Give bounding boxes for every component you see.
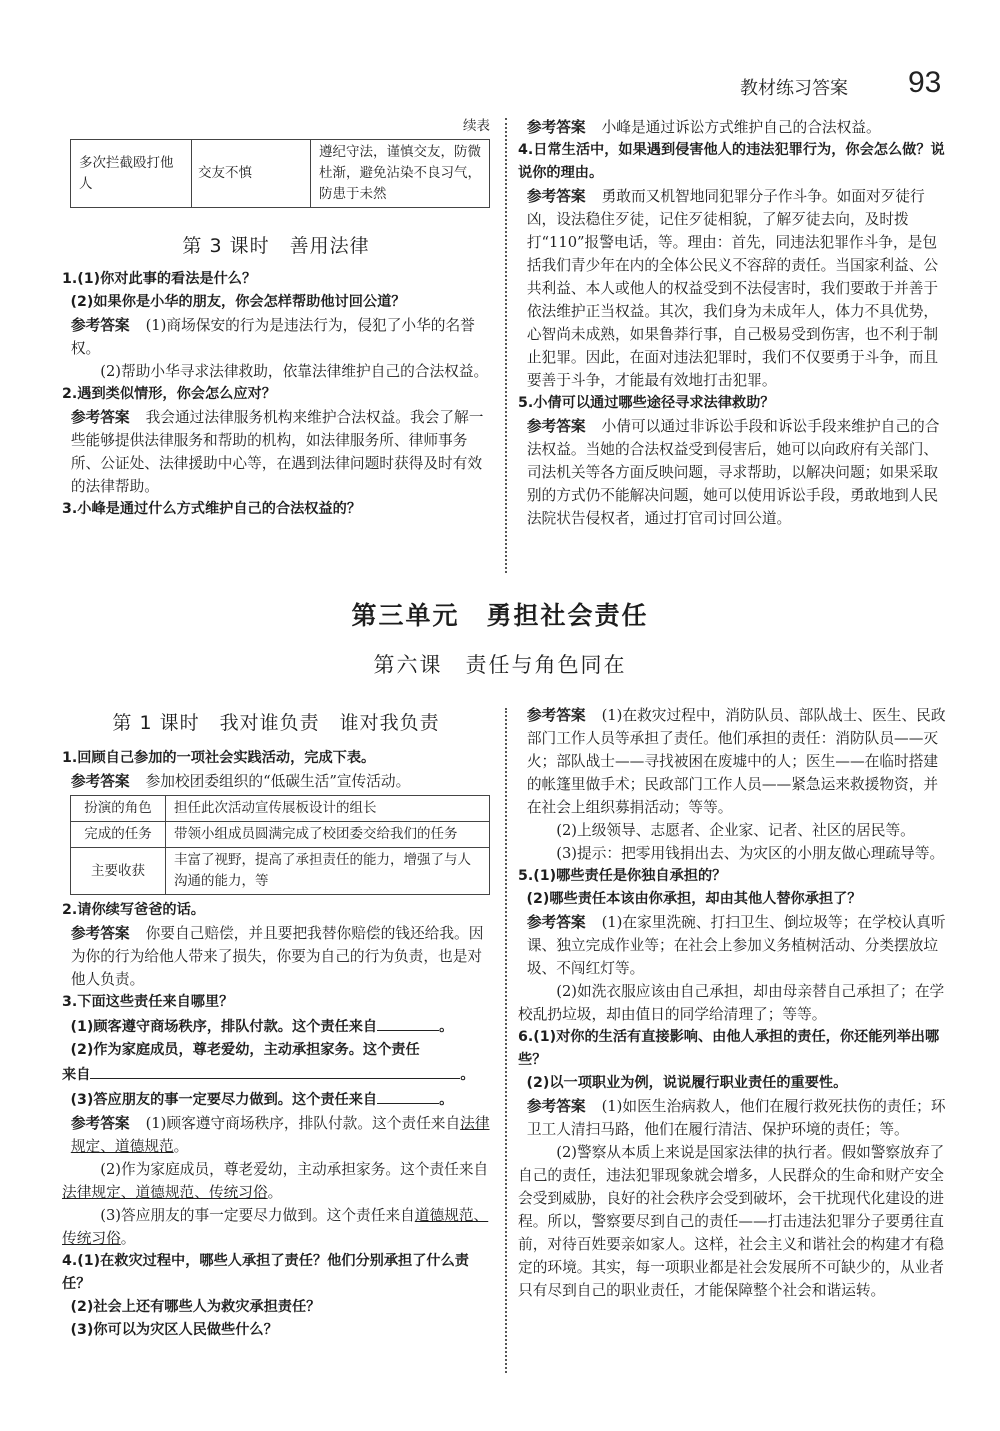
table-cell: 扮演的角色 [71, 796, 166, 822]
table-row [71, 848, 490, 895]
question-3: 3.下面这些责任来自哪里？ [62, 994, 234, 1010]
question-5a: 5.(1)哪些责任是你独自承担的？ [518, 868, 727, 884]
column-divider-bottom [505, 708, 507, 1373]
answer-1: 参考答案 参加校团委组织的“低碳生活”宣传活动。 [70, 773, 411, 790]
chapter-title: 第六课 责任与角色同在 [373, 653, 627, 677]
lesson1-title: 第 1 课时 我对谁负责 谁对我负责 [112, 712, 440, 734]
header-title: 教材练习答案 [740, 78, 848, 99]
answer-2: 参考答案 我会通过法律服务机构来维护合法权益。我会了解一些能够提供法律服务和帮助的机构，如法律服务所、律师事务所、公证处、法律援助中心等，在遇到法律问题时获得及时有效的法律帮助。 [70, 409, 484, 495]
activity-table [70, 795, 490, 895]
answer-5a: 参考答案 (1)在家里洗碗、打扫卫生、倒垃圾等；在学校认真听课、独立完成作业等；在社会上参加义务植树活动、分类摆放垃圾、不闯红灯等。 [526, 914, 946, 977]
answer-5: 参考答案 小倩可以通过非诉讼手段和诉讼手段来维护自己的合法权益。当她的合法权益受到侵害后，她可以向政府有关部门、司法机关等各方面反映问题，寻求帮助，以解决问题；如果采取别的方式仍不能解决问题，她可以使用诉讼手段，勇敢地到人民法院状告侵权者，通过打官司讨回公道。 [526, 418, 940, 527]
table-row [71, 822, 490, 848]
question-4c: (3)你可以为灾区人民做些什么？ [70, 1322, 278, 1338]
table-cell: 多次拦截殴打他人 [71, 140, 192, 208]
answer-4a: 参考答案 (1)在救灾过程中，消防队员、部队战士、医生、民政部门工作人员等承担了责任。他们承担的责任：消防队员——灭火；部队战士——寻找被困在废墟中的人；医生——在临时搭建的帐篷里做手术；民政部门工作人员——紧急运来救援物资，并在社会上组织募捐活动；等等。 [526, 707, 946, 816]
answer-label: 参考答案 [70, 317, 130, 334]
question-5: 5.小倩可以通过哪些途径寻求法律救助？ [518, 395, 775, 411]
question-6b: (2)以一项职业为例，说说履行职业责任的重要性。 [526, 1075, 848, 1091]
bottom-left-column [62, 712, 490, 1342]
answer-5b: (2)如洗衣服应该由自己承担，却由母亲替自己承担了；在学校乱扔垃圾，却由值日的同学给清理了；等等。 [518, 983, 945, 1023]
page-number: 93 [908, 66, 942, 99]
answer-4c: (3)提示：把零用钱捐出去、为灾区的小朋友做心理疏导等。 [556, 845, 945, 862]
answer-4b: (2)上级领导、志愿者、企业家、记者、社区的居民等。 [556, 822, 915, 839]
table-row [71, 140, 490, 208]
column-divider-top [505, 118, 507, 573]
question-5b: (2)哪些责任本该由你承担，却由其他人替你承担了？ [526, 891, 862, 907]
question-2: 2.遇到类似情形，你会怎么应对？ [62, 386, 276, 402]
answer-label: 参考答案 [70, 1115, 130, 1132]
question-4: 4.日常生活中，如果遇到侵害他人的违法犯罪行为，你会怎么做？说说你的理由。 [518, 142, 945, 181]
question-1b: (2)如果你是小华的朋友，你会怎样帮助他讨回公道？ [70, 294, 406, 310]
answer-label: 参考答案 [526, 119, 586, 136]
answer-6b: (2)警察从本质上来说是国家法律的执行者。假如警察放弃了自己的责任，违法犯罪现象就会增多，人民群众的生命和财产安全会受到威胁，良好的社会秩序会受到破坏，会干扰现代化建设的进程。所以，警察要尽到自己的责任——打击违法犯罪分子要勇往直前，对待百姓要亲如家人。这样，社会主义和谐社会的构建才有稳定的环境。其实，每一项职业都是社会发展所不可缺少的，从业者只有尽到自己的职业责任，才能保障整个社会和谐运转。 [518, 1144, 945, 1299]
answer-6a: 参考答案 (1)如医生治病救人，他们在履行救死扶伤的责任；环卫工人清扫马路，他们在履行清洁、保护环境的责任；等。 [526, 1098, 946, 1138]
bottom-right-column [518, 704, 950, 1302]
question-1: 1.回顾自己参加的一项社会实践活动，完成下表。 [62, 750, 376, 766]
question-6a: 6.(1)对你的生活有直接影响、由他人承担的责任，你还能列举出哪些？ [518, 1029, 940, 1068]
table-row [71, 796, 490, 822]
top-left-column [62, 116, 490, 521]
answer-label: 参考答案 [526, 707, 586, 724]
question-4a: 4.(1)在救灾过程中，哪些人承担了责任？他们分别承担了什么责任？ [62, 1253, 469, 1292]
continued-label: 续表 [463, 118, 490, 134]
answer-1a: 参考答案 (1)商场保安的行为是违法行为，侵犯了小华的名誉权。 [70, 317, 475, 357]
answer-label: 参考答案 [526, 188, 586, 205]
question-3-2-cont: 来自 。 [62, 1062, 490, 1087]
question-3-2: (2)作为家庭成员，尊老爱幼，主动承担家务。这个责任 [70, 1042, 420, 1058]
question-3-3: (3)答应朋友的事一定要尽力做到。这个责任来自 。 [62, 1087, 490, 1112]
answer-label: 参考答案 [70, 773, 130, 790]
table-cell: 遵纪守法，谨慎交友，防微杜渐，避免沾染不良习气，防患于未然 [311, 140, 490, 208]
answer-1b: (2)帮助小华寻求法律救助，依靠法律维护自己的合法权益。 [100, 363, 489, 380]
question-4b: (2)社会上还有哪些人为救灾承担责任？ [70, 1299, 321, 1315]
answer-3-1: 参考答案 (1)顾客遵守商场秩序，排队付款。这个责任来自法律规定、道德规范。 [70, 1115, 490, 1155]
table-cell: 交友不慎 [192, 140, 311, 208]
question-1a: 1.(1)你对此事的看法是什么？ [62, 271, 257, 287]
continued-table [70, 139, 490, 208]
question-3: 3.小峰是通过什么方式维护自己的合法权益的？ [62, 501, 362, 517]
answer-label: 参考答案 [526, 1098, 586, 1115]
question-3-1: (1)顾客遵守商场秩序，排队付款。这个责任来自 。 [62, 1014, 490, 1039]
answer-label: 参考答案 [526, 418, 586, 435]
question-2: 2.请你续写爸爸的话。 [62, 902, 205, 918]
unit-title: 第三单元 勇担社会责任 [351, 601, 649, 630]
answer-3: 参考答案 小峰是通过诉讼方式维护自己的合法权益。 [526, 119, 881, 136]
fill-blank [377, 1087, 439, 1104]
answer-4: 参考答案 勇敢而又机智地同犯罪分子作斗争。如面对歹徒行凶，设法稳住歹徒，记住歹徒相貌，了解歹徒去向，及时拨打“110”报警电话，等。理由：首先，同违法犯罪作斗争，是包括我们青少年在内的全体公民义不容辞的责任。当国家利益、公共利益、本人或他人的权益受到不法侵害时，我们要敢于并善于依法维护正当权益。其次，我们身为未成年人，体力不具优势，心智尚未成熟，如果鲁莽行事，自己极易受到伤害，也不利于制止犯罪。因此，在面对违法犯罪时，我们不仅要勇于斗争，而且要善于斗争，才能最有效地打击犯罪。 [526, 188, 939, 389]
answer-3-2: (2)作为家庭成员，尊老爱幼，主动承担家务。这个责任来自法律规定、道德规范、传统习俗。 [62, 1161, 489, 1201]
table-cell: 主要收获 [71, 848, 166, 895]
table-cell: 担任此次活动宣传展板设计的组长 [166, 796, 490, 822]
answer-2: 参考答案 你要自己赔偿，并且要把我替你赔偿的钱还给我。因为你的行为给他人带来了损失，你要为自己的行为负责，也是对他人负责。 [70, 925, 484, 988]
table-cell: 丰富了视野，提高了承担责任的能力，增强了与人沟通的能力，等 [166, 848, 490, 895]
answer-label: 参考答案 [70, 409, 130, 426]
answer-3-3: (3)答应朋友的事一定要尽力做到。这个责任来自道德规范、传统习俗。 [62, 1207, 489, 1247]
fill-blank [377, 1014, 439, 1031]
answer-label: 参考答案 [70, 925, 130, 942]
table-cell: 带领小组成员圆满完成了校团委交给我们的任务 [166, 822, 490, 848]
top-right-column [518, 116, 950, 530]
table-cell: 完成的任务 [71, 822, 166, 848]
answer-label: 参考答案 [526, 914, 586, 931]
lesson3-title: 第 3 课时 善用法律 [182, 235, 370, 257]
fill-blank [90, 1062, 460, 1079]
